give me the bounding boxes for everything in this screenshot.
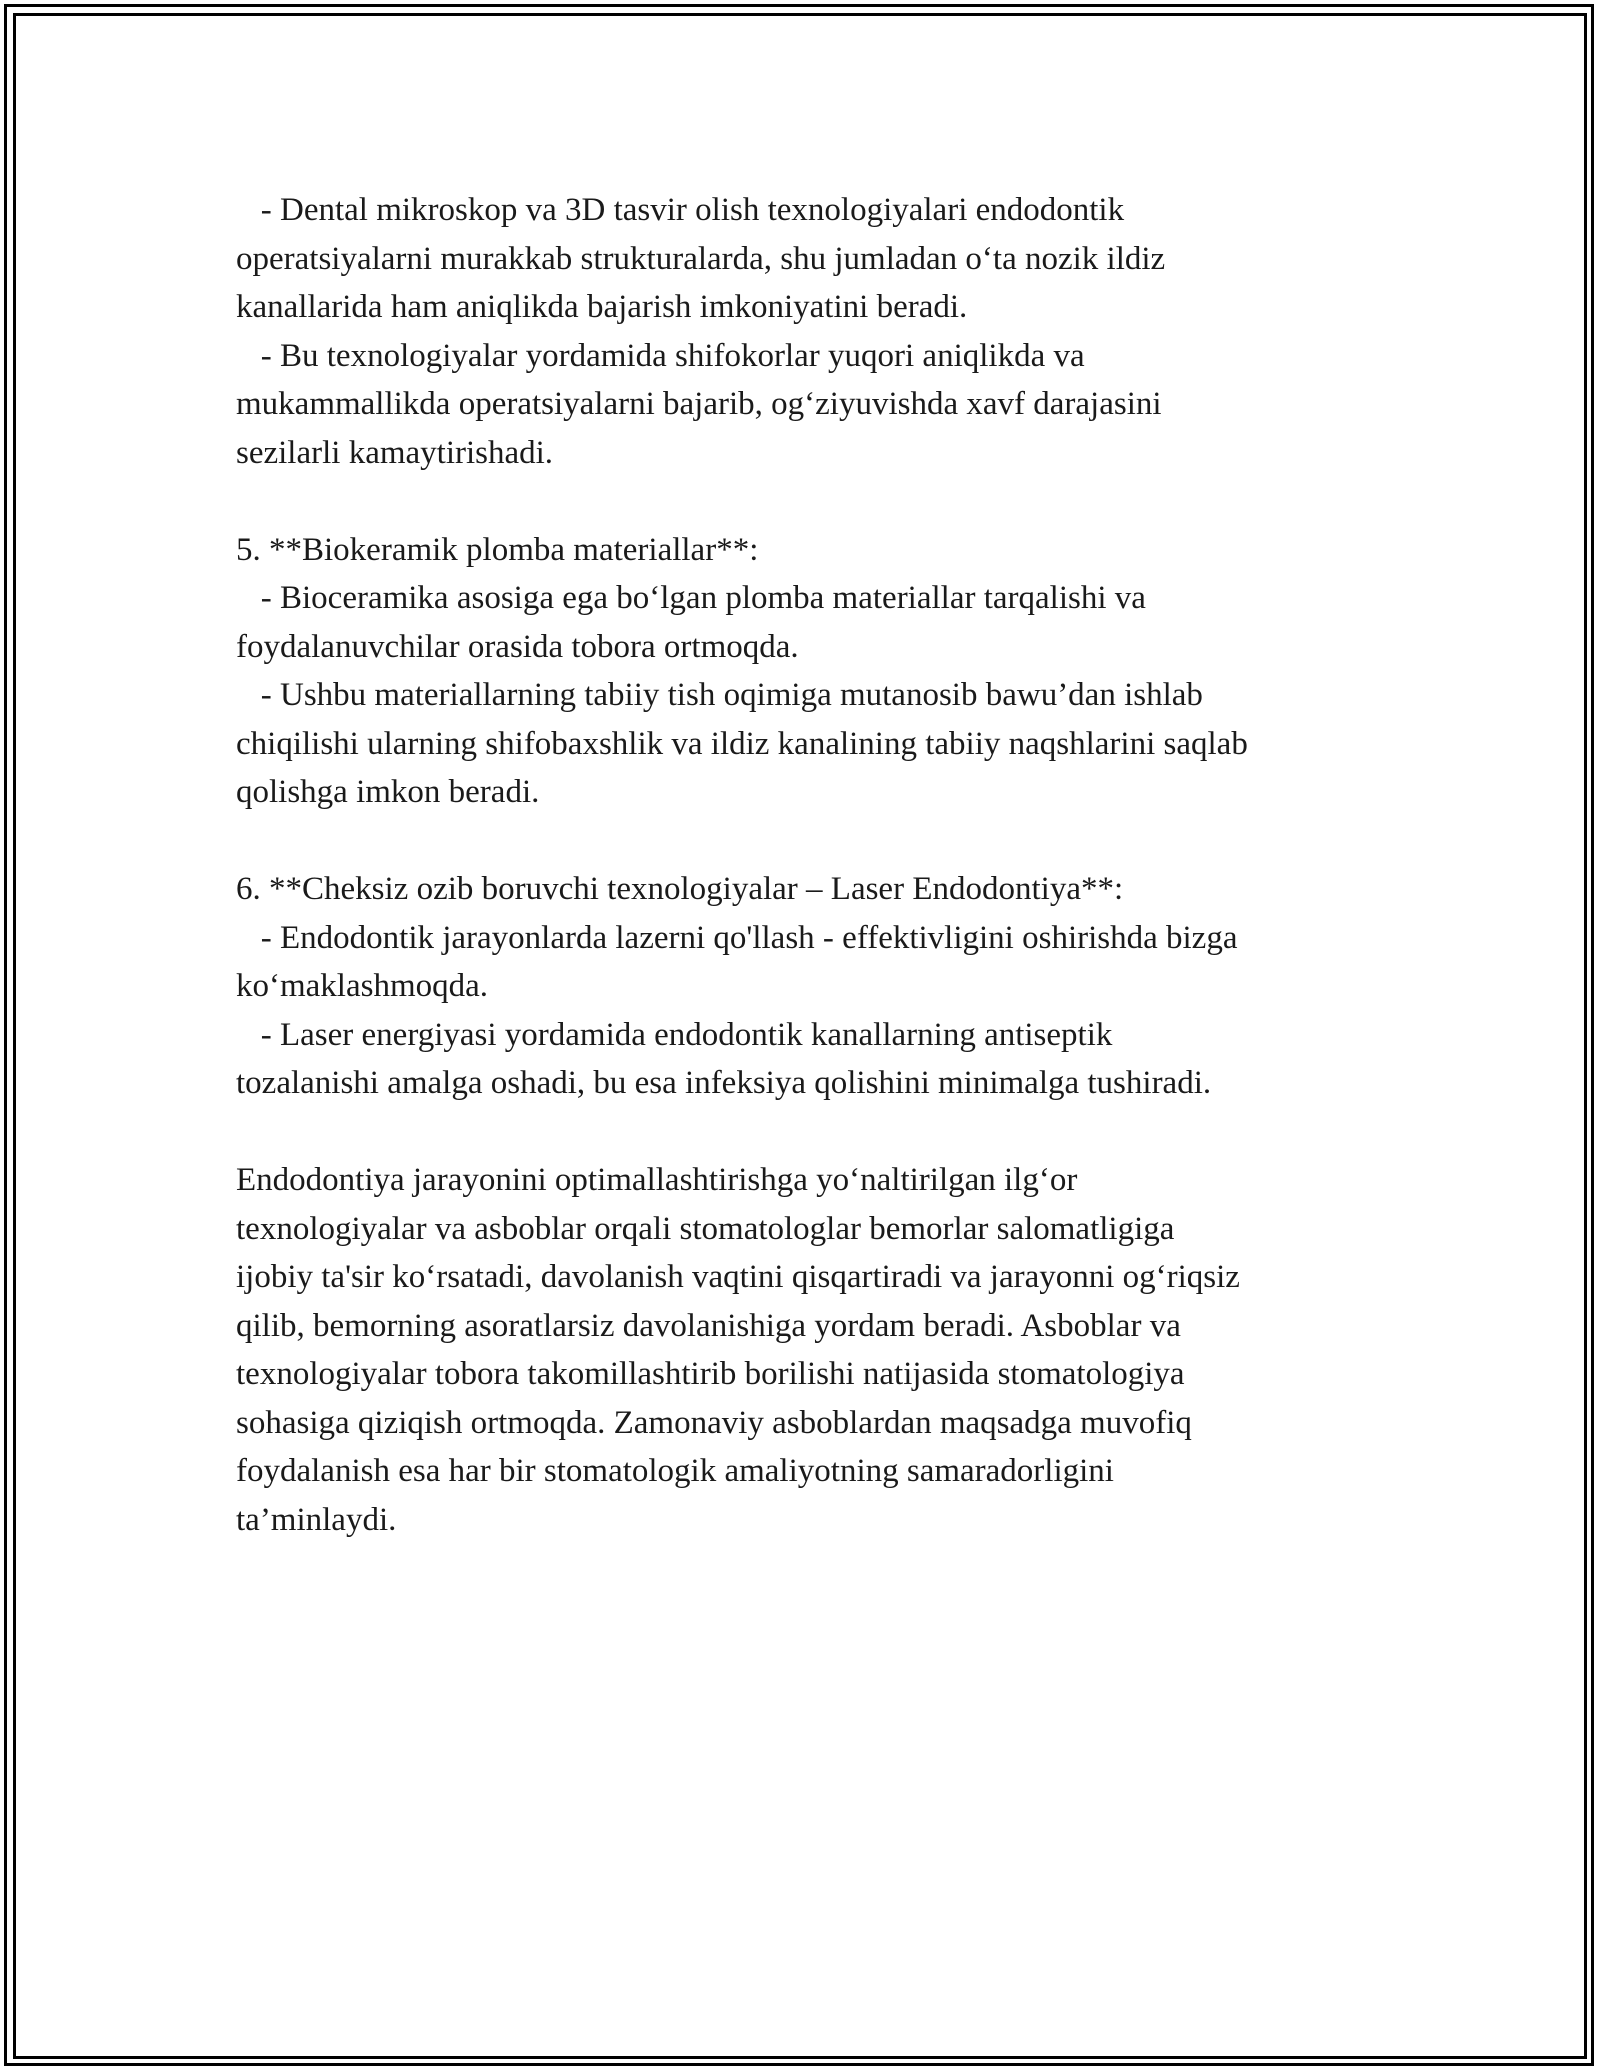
text-line: - Dental mikroskop va 3D tasvir olish texnologiyalari endodontik (236, 192, 1125, 228)
text-line: foydalanish esa har bir stomatologik amaliyotning samaradorligini (236, 1453, 1114, 1489)
text-line: foydalanuvchilar orasida tobora ortmoqda. (236, 628, 799, 665)
text-line: sezilarli kamaytirishadi. (236, 434, 554, 471)
section-heading (236, 865, 1386, 914)
text-line: - Bu texnologiyalar yordamida shifokorlar yuqori aniqlikda va (236, 337, 1085, 374)
bullet-item (236, 1011, 1386, 1108)
text-line: ko‘maklashmoqda. (236, 968, 489, 1004)
text-line: kanallarida ham aniqlikda bajarish imkoniyatini beradi. (236, 289, 968, 325)
text-line: qolishga imkon beradi. (236, 774, 540, 810)
body-paragraph (236, 1156, 1386, 1544)
paragraph-spacer (236, 1108, 1386, 1157)
document-body (236, 186, 1386, 1544)
text-line: - Ushbu materiallarning tabiiy tish oqimiga mutanosib bawu’dan ishlab (236, 677, 1203, 713)
text-line: ijobiy ta'sir ko‘rsatadi, davolanish vaqtini qisqartiradi va jarayonni og‘riqsiz (236, 1259, 1240, 1295)
text-line: - Bioceramika asosiga ega bo‘lgan plomba materiallar tarqalishi va (236, 580, 1146, 616)
text-line: texnologiyalar va asboblar orqali stomatologlar bemorlar salomatligiga (236, 1210, 1175, 1247)
text-line: - Laser energiyasi yordamida endodontik kanallarning antiseptik (236, 1016, 1113, 1053)
paragraph-spacer (236, 477, 1386, 526)
text-line: 6. **Cheksiz ozib boruvchi texnologiyalar – Laser Endodontiya**: (236, 871, 1124, 907)
text-line: ta’minlaydi. (236, 1501, 397, 1538)
text-line: Endodontiya jarayonini optimallashtirishga yo‘naltirilgan ilg‘or (236, 1162, 1078, 1198)
text-line: mukammallikda operatsiyalarni bajarib, og‘ziyuvishda xavf darajasini (236, 386, 1162, 422)
bullet-item (236, 914, 1386, 1011)
text-line: qilib, bemorning asoratlarsiz davolanishiga yordam beradi. Asboblar va (236, 1307, 1181, 1344)
text-line: tozalanishi amalga oshadi, bu esa infeksiya qolishini minimalga tushiradi. (236, 1065, 1212, 1101)
text-line: - Endodontik jarayonlarda lazerni qo'llash - effektivligini oshirishda bizga (236, 919, 1238, 956)
text-line: texnologiyalar tobora takomillashtirib borilishi natijasida stomatologiya (236, 1356, 1185, 1392)
text-line: sohasiga qiziqish ortmoqda. Zamonaviy asboblardan maqsadga muvofiq (236, 1404, 1192, 1441)
paragraph-spacer (236, 817, 1386, 866)
text-line: operatsiyalarni murakkab strukturalarda, shu jumladan o‘ta nozik ildiz (236, 240, 1166, 277)
section-heading (236, 526, 1386, 575)
bullet-item (236, 332, 1386, 478)
text-line: 5. **Biokeramik plomba materiallar**: (236, 531, 759, 568)
bullet-item (236, 574, 1386, 671)
bullet-item (236, 186, 1386, 332)
text-line: chiqilishi ularning shifobaxshlik va ildiz kanalining tabiiy naqshlarini saqlab (236, 725, 1248, 762)
bullet-item (236, 671, 1386, 817)
